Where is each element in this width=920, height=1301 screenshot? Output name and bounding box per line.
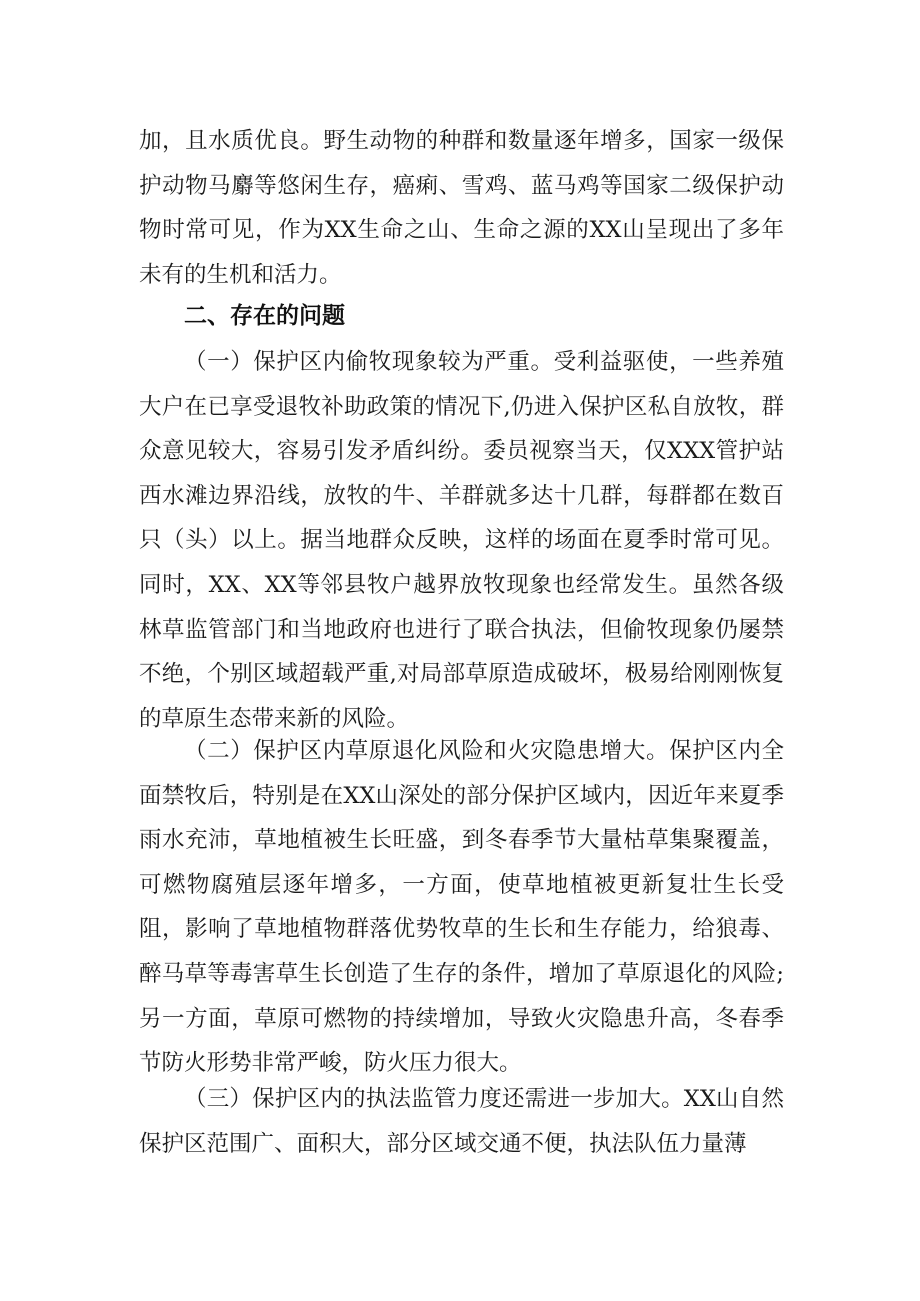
paragraph-3: （三）保护区内的执法监管力度还需进一步加大。XX山自然保护区范围广、面积大，部分区域交通不便，执法队伍力量薄 — [139, 1086, 784, 1157]
section-heading: 二、存在的问题 — [184, 303, 345, 329]
paragraph-2: （二）保护区内草原退化风险和火灾隐患增大。保护区内全面禁牧后，特别是在XX山深处的部分保护区域内，因近年来夏季雨水充沛，草地植被生长旺盛，到冬春季节大量枯草集聚覆盖，可燃物腐殖层逐年增多，一方面，使草地植被更新复壮生长受阻，影响了草地植物群落优势牧草的生长和生存能力，给狼毒、醉马草等毒害草生长创造了生存的条件，增加了草原退化的风险;另一方面，草原可燃物的持续增加，导致火灾隐患升高，冬春季节防火形势非常严峻，防火压力很大。 — [139, 738, 784, 1077]
paragraph-continuation: 加，且水质优良。野生动物的种群和数量逐年增多，国家一级保护动物马麝等悠闲生存，癌痢、雪鸡、蓝马鸡等国家二级保护动物时常可见，作为XX生命之山、生命之源的XX山呈现出了多年未有的生机和活力。 — [139, 128, 784, 288]
paragraph-1: （一）保护区内偷牧现象较为严重。受利益驱使，一些养殖大户在已享受退牧补助政策的情况下,仍进入保护区私自放牧，群众意见较大，容易引发矛盾纠纷。委员视察当天，仅XXX管护站西水滩边界沿线，放牧的牛、羊群就多达十几群，每群都在数百只（头）以上。据当地群众反映，这样的场面在夏季时常可见。同时，XX、XX等邻县牧户越界放牧现象也经常发生。虽然各级林草监管部门和当地政府也进行了联合执法，但偷牧现象仍屡禁不绝，个别区域超载严重,对局部草原造成破坏，极易给刚刚恢复的草原生态带来新的风险。 — [139, 349, 784, 732]
